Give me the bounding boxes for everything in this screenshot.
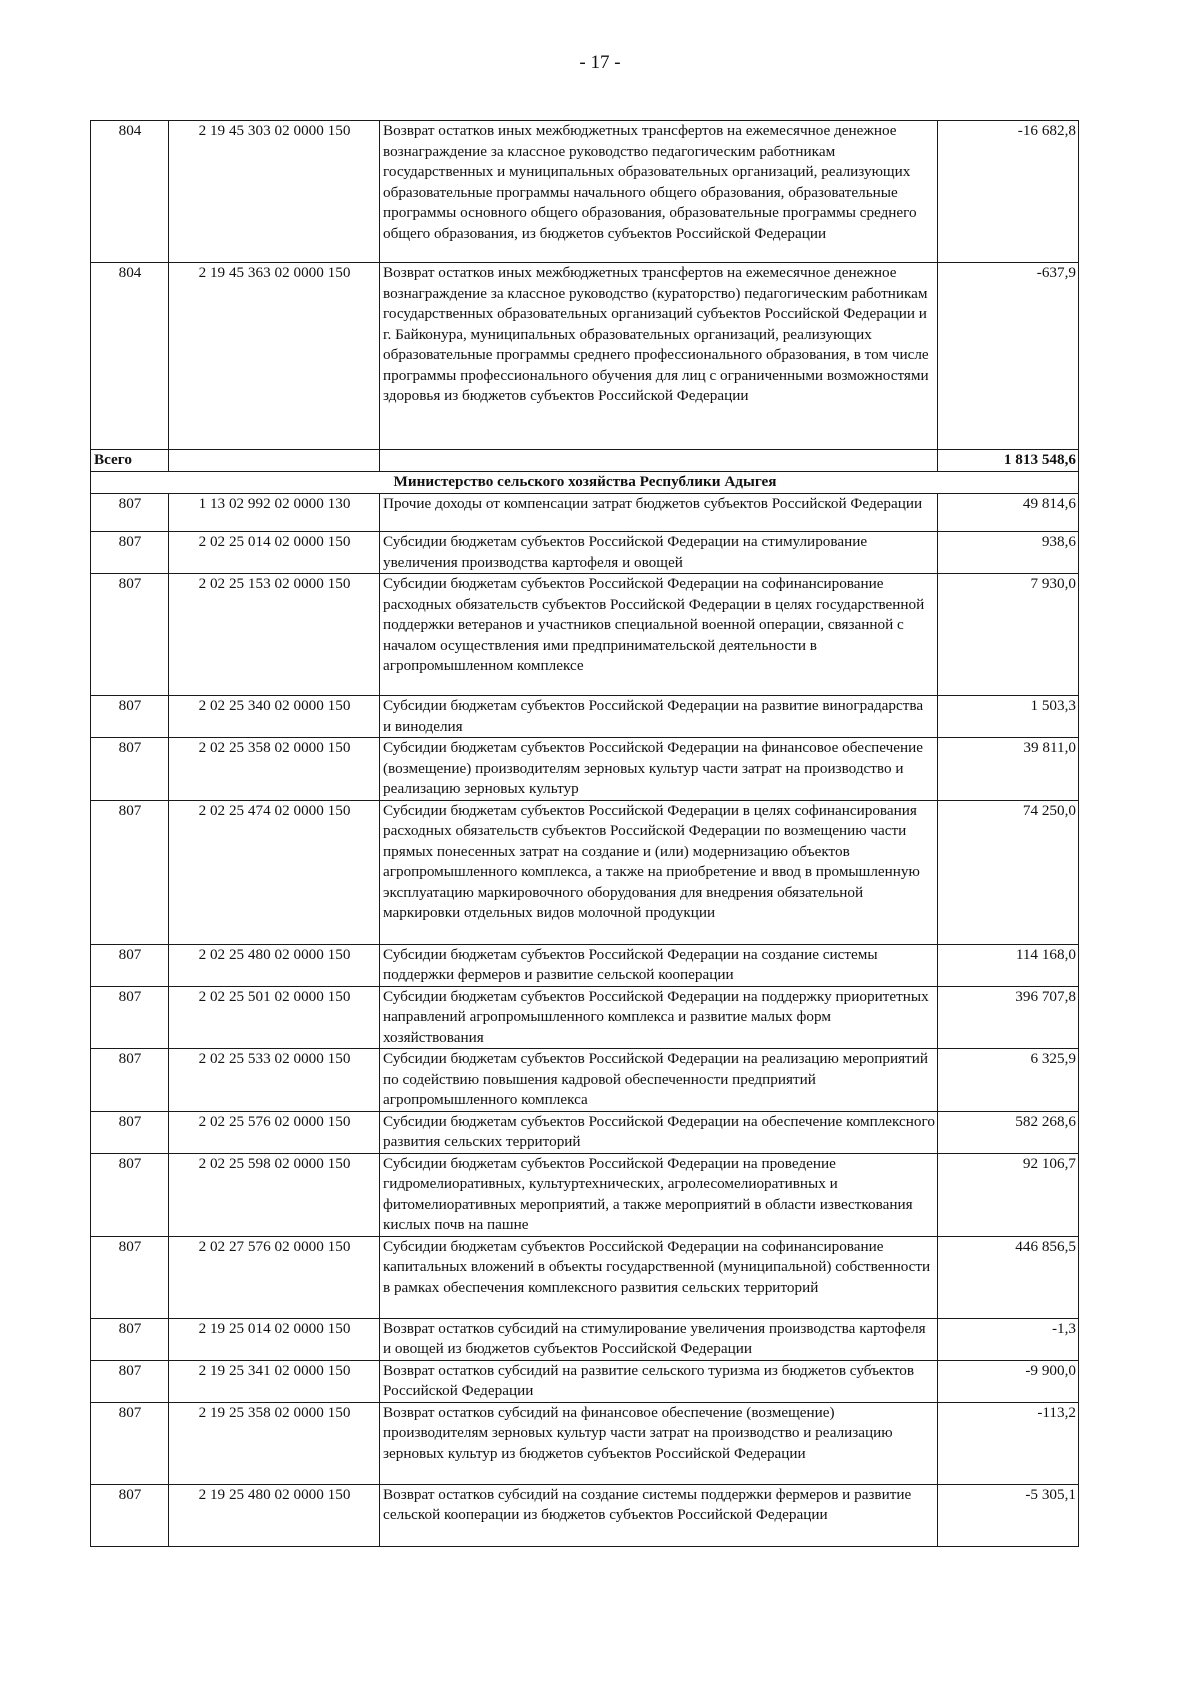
amount-cell: 92 106,7 <box>938 1153 1079 1236</box>
description-cell: Возврат остатков субсидий на финансовое обеспечение (возмещение) производителям зерновых культур части затрат на производство и реализацию зерновых культур из бюджетов субъектов Российской Федерации <box>380 1402 938 1484</box>
table-row <box>91 1360 1079 1402</box>
budget-code-cell: 2 02 25 474 02 0000 150 <box>169 800 380 944</box>
budget-code-cell: 2 19 45 303 02 0000 150 <box>169 121 380 263</box>
budget-code-cell: 2 02 25 014 02 0000 150 <box>169 532 380 574</box>
empty-cell <box>169 450 380 472</box>
amount-cell: 7 930,0 <box>938 574 1079 696</box>
section-title: Министерство сельского хозяйства Республики Адыгея <box>91 472 1079 494</box>
budget-code-cell: 2 19 25 014 02 0000 150 <box>169 1318 380 1360</box>
table-row <box>91 263 1079 450</box>
admin-code-cell: 807 <box>91 1153 169 1236</box>
table-row <box>91 1049 1079 1112</box>
amount-cell: 938,6 <box>938 532 1079 574</box>
description-cell: Субсидии бюджетам субъектов Российской Федерации на стимулирование увеличения производства картофеля и овощей <box>380 532 938 574</box>
budget-code-cell: 2 02 25 358 02 0000 150 <box>169 738 380 801</box>
budget-code-cell: 2 02 25 533 02 0000 150 <box>169 1049 380 1112</box>
admin-code-cell: 807 <box>91 494 169 532</box>
table-row <box>91 574 1079 696</box>
description-cell: Субсидии бюджетам субъектов Российской Федерации в целях софинансирования расходных обязательств субъектов Российской Федерации по возмещению части прямых понесенных затрат на создание и (или) модернизацию объектов агропромышленного комплекса, а также на приобретение и ввод в промышленную эксплуатацию маркировочного оборудования для внедрения обязательной маркировки отдельных видов молочной продукции <box>380 800 938 944</box>
description-cell: Субсидии бюджетам субъектов Российской Федерации на софинансирование капитальных вложений в объекты государственной (муниципальной) собственности в рамках обеспечения комплексного развития сельских территорий <box>380 1236 938 1318</box>
description-cell: Возврат остатков субсидий на стимулирование увеличения производства картофеля и овощей из бюджетов субъектов Российской Федерации <box>380 1318 938 1360</box>
amount-cell: 49 814,6 <box>938 494 1079 532</box>
description-cell: Субсидии бюджетам субъектов Российской Федерации на реализацию мероприятий по содействию повышения кадровой обеспеченности предприятий агропромышленного комплекса <box>380 1049 938 1112</box>
description-cell: Субсидии бюджетам субъектов Российской Федерации на обеспечение комплексного развития сельских территорий <box>380 1111 938 1153</box>
budget-code-cell: 2 02 25 480 02 0000 150 <box>169 944 380 986</box>
total-label: Всего <box>91 450 169 472</box>
admin-code-cell: 804 <box>91 121 169 263</box>
table-row <box>91 1402 1079 1484</box>
empty-cell <box>380 450 938 472</box>
amount-cell: 396 707,8 <box>938 986 1079 1049</box>
admin-code-cell: 807 <box>91 1484 169 1546</box>
description-cell: Прочие доходы от компенсации затрат бюджетов субъектов Российской Федерации <box>380 494 938 532</box>
budget-code-cell: 2 02 25 576 02 0000 150 <box>169 1111 380 1153</box>
budget-code-cell: 2 02 27 576 02 0000 150 <box>169 1236 380 1318</box>
budget-code-cell: 2 19 25 358 02 0000 150 <box>169 1402 380 1484</box>
table-row <box>91 121 1079 263</box>
admin-code-cell: 807 <box>91 738 169 801</box>
admin-code-cell: 807 <box>91 696 169 738</box>
amount-cell: -1,3 <box>938 1318 1079 1360</box>
description-cell: Субсидии бюджетам субъектов Российской Федерации на создание системы поддержки фермеров и развитие сельской кооперации <box>380 944 938 986</box>
table-row <box>91 1153 1079 1236</box>
total-amount: 1 813 548,6 <box>938 450 1079 472</box>
admin-code-cell: 807 <box>91 1318 169 1360</box>
admin-code-cell: 807 <box>91 800 169 944</box>
budget-code-cell: 1 13 02 992 02 0000 130 <box>169 494 380 532</box>
page-number: - 17 - <box>579 52 621 73</box>
admin-code-cell: 807 <box>91 1049 169 1112</box>
table-body <box>91 121 1079 1547</box>
table-row <box>91 696 1079 738</box>
budget-code-cell: 2 19 25 341 02 0000 150 <box>169 1360 380 1402</box>
admin-code-cell: 807 <box>91 986 169 1049</box>
table-row <box>91 800 1079 944</box>
budget-table <box>90 120 1079 1547</box>
table-row <box>91 532 1079 574</box>
amount-cell: 1 503,3 <box>938 696 1079 738</box>
admin-code-cell: 807 <box>91 1402 169 1484</box>
budget-code-cell: 2 19 45 363 02 0000 150 <box>169 263 380 450</box>
admin-code-cell: 807 <box>91 1360 169 1402</box>
admin-code-cell: 807 <box>91 944 169 986</box>
amount-cell: -637,9 <box>938 263 1079 450</box>
table-row <box>91 1318 1079 1360</box>
table-row <box>91 944 1079 986</box>
description-cell: Субсидии бюджетам субъектов Российской Федерации на поддержку приоритетных направлений агропромышленного комплекса и развитие малых форм хозяйствования <box>380 986 938 1049</box>
amount-cell: 446 856,5 <box>938 1236 1079 1318</box>
table-row <box>91 494 1079 532</box>
amount-cell: -5 305,1 <box>938 1484 1079 1546</box>
amount-cell: -9 900,0 <box>938 1360 1079 1402</box>
admin-code-cell: 807 <box>91 532 169 574</box>
admin-code-cell: 807 <box>91 1111 169 1153</box>
description-cell: Субсидии бюджетам субъектов Российской Федерации на проведение гидромелиоративных, культуртехнических, агролесомелиоративных и фитомелиоративных мероприятий, а также мероприятий в области известкования кислых почв на пашне <box>380 1153 938 1236</box>
description-cell: Возврат остатков иных межбюджетных трансфертов на ежемесячное денежное вознаграждение за классное руководство (кураторство) педагогическим работникам государственных образовательных организаций субъектов Российской Федерации и г. Байконура, муниципальных образовательных организаций, реализующих образовательные программы среднего профессионального образования, в том числе программы профессионального обучения для лиц с ограниченными возможностями здоровья из бюджетов субъектов Российской Федерации <box>380 263 938 450</box>
budget-code-cell: 2 19 25 480 02 0000 150 <box>169 1484 380 1546</box>
budget-code-cell: 2 02 25 501 02 0000 150 <box>169 986 380 1049</box>
description-cell: Возврат остатков субсидий на создание системы поддержки фермеров и развитие сельской кооперации из бюджетов субъектов Российской Федерации <box>380 1484 938 1546</box>
admin-code-cell: 807 <box>91 574 169 696</box>
amount-cell: 39 811,0 <box>938 738 1079 801</box>
table-row <box>91 986 1079 1049</box>
description-cell: Субсидии бюджетам субъектов Российской Федерации на развитие виноградарства и виноделия <box>380 696 938 738</box>
total-row <box>91 450 1079 472</box>
description-cell: Возврат остатков субсидий на развитие сельского туризма из бюджетов субъектов Российской Федерации <box>380 1360 938 1402</box>
section-header-row <box>91 472 1079 494</box>
table-row <box>91 1236 1079 1318</box>
admin-code-cell: 807 <box>91 1236 169 1318</box>
amount-cell: 74 250,0 <box>938 800 1079 944</box>
table-row <box>91 1111 1079 1153</box>
description-cell: Субсидии бюджетам субъектов Российской Федерации на финансовое обеспечение (возмещение) производителям зерновых культур части затрат на производство и реализацию зерновых культур <box>380 738 938 801</box>
amount-cell: 114 168,0 <box>938 944 1079 986</box>
amount-cell: 6 325,9 <box>938 1049 1079 1112</box>
description-cell: Субсидии бюджетам субъектов Российской Федерации на софинансирование расходных обязательств субъектов Российской Федерации в целях государственной поддержки ветеранов и участников специальной военной операции, связанной с началом осуществления ими предпринимательской деятельности в агропромышленном комплексе <box>380 574 938 696</box>
budget-code-cell: 2 02 25 598 02 0000 150 <box>169 1153 380 1236</box>
description-cell: Возврат остатков иных межбюджетных трансфертов на ежемесячное денежное вознаграждение за классное руководство педагогическим работникам государственных и муниципальных образовательных организаций, реализующих образовательные программы начального общего образования, образовательные программы основного общего образования, образовательные программы среднего общего образования, из бюджетов субъектов Российской Федерации <box>380 121 938 263</box>
amount-cell: 582 268,6 <box>938 1111 1079 1153</box>
table-row <box>91 1484 1079 1546</box>
budget-code-cell: 2 02 25 153 02 0000 150 <box>169 574 380 696</box>
amount-cell: -16 682,8 <box>938 121 1079 263</box>
admin-code-cell: 804 <box>91 263 169 450</box>
amount-cell: -113,2 <box>938 1402 1079 1484</box>
budget-code-cell: 2 02 25 340 02 0000 150 <box>169 696 380 738</box>
table-row <box>91 738 1079 801</box>
